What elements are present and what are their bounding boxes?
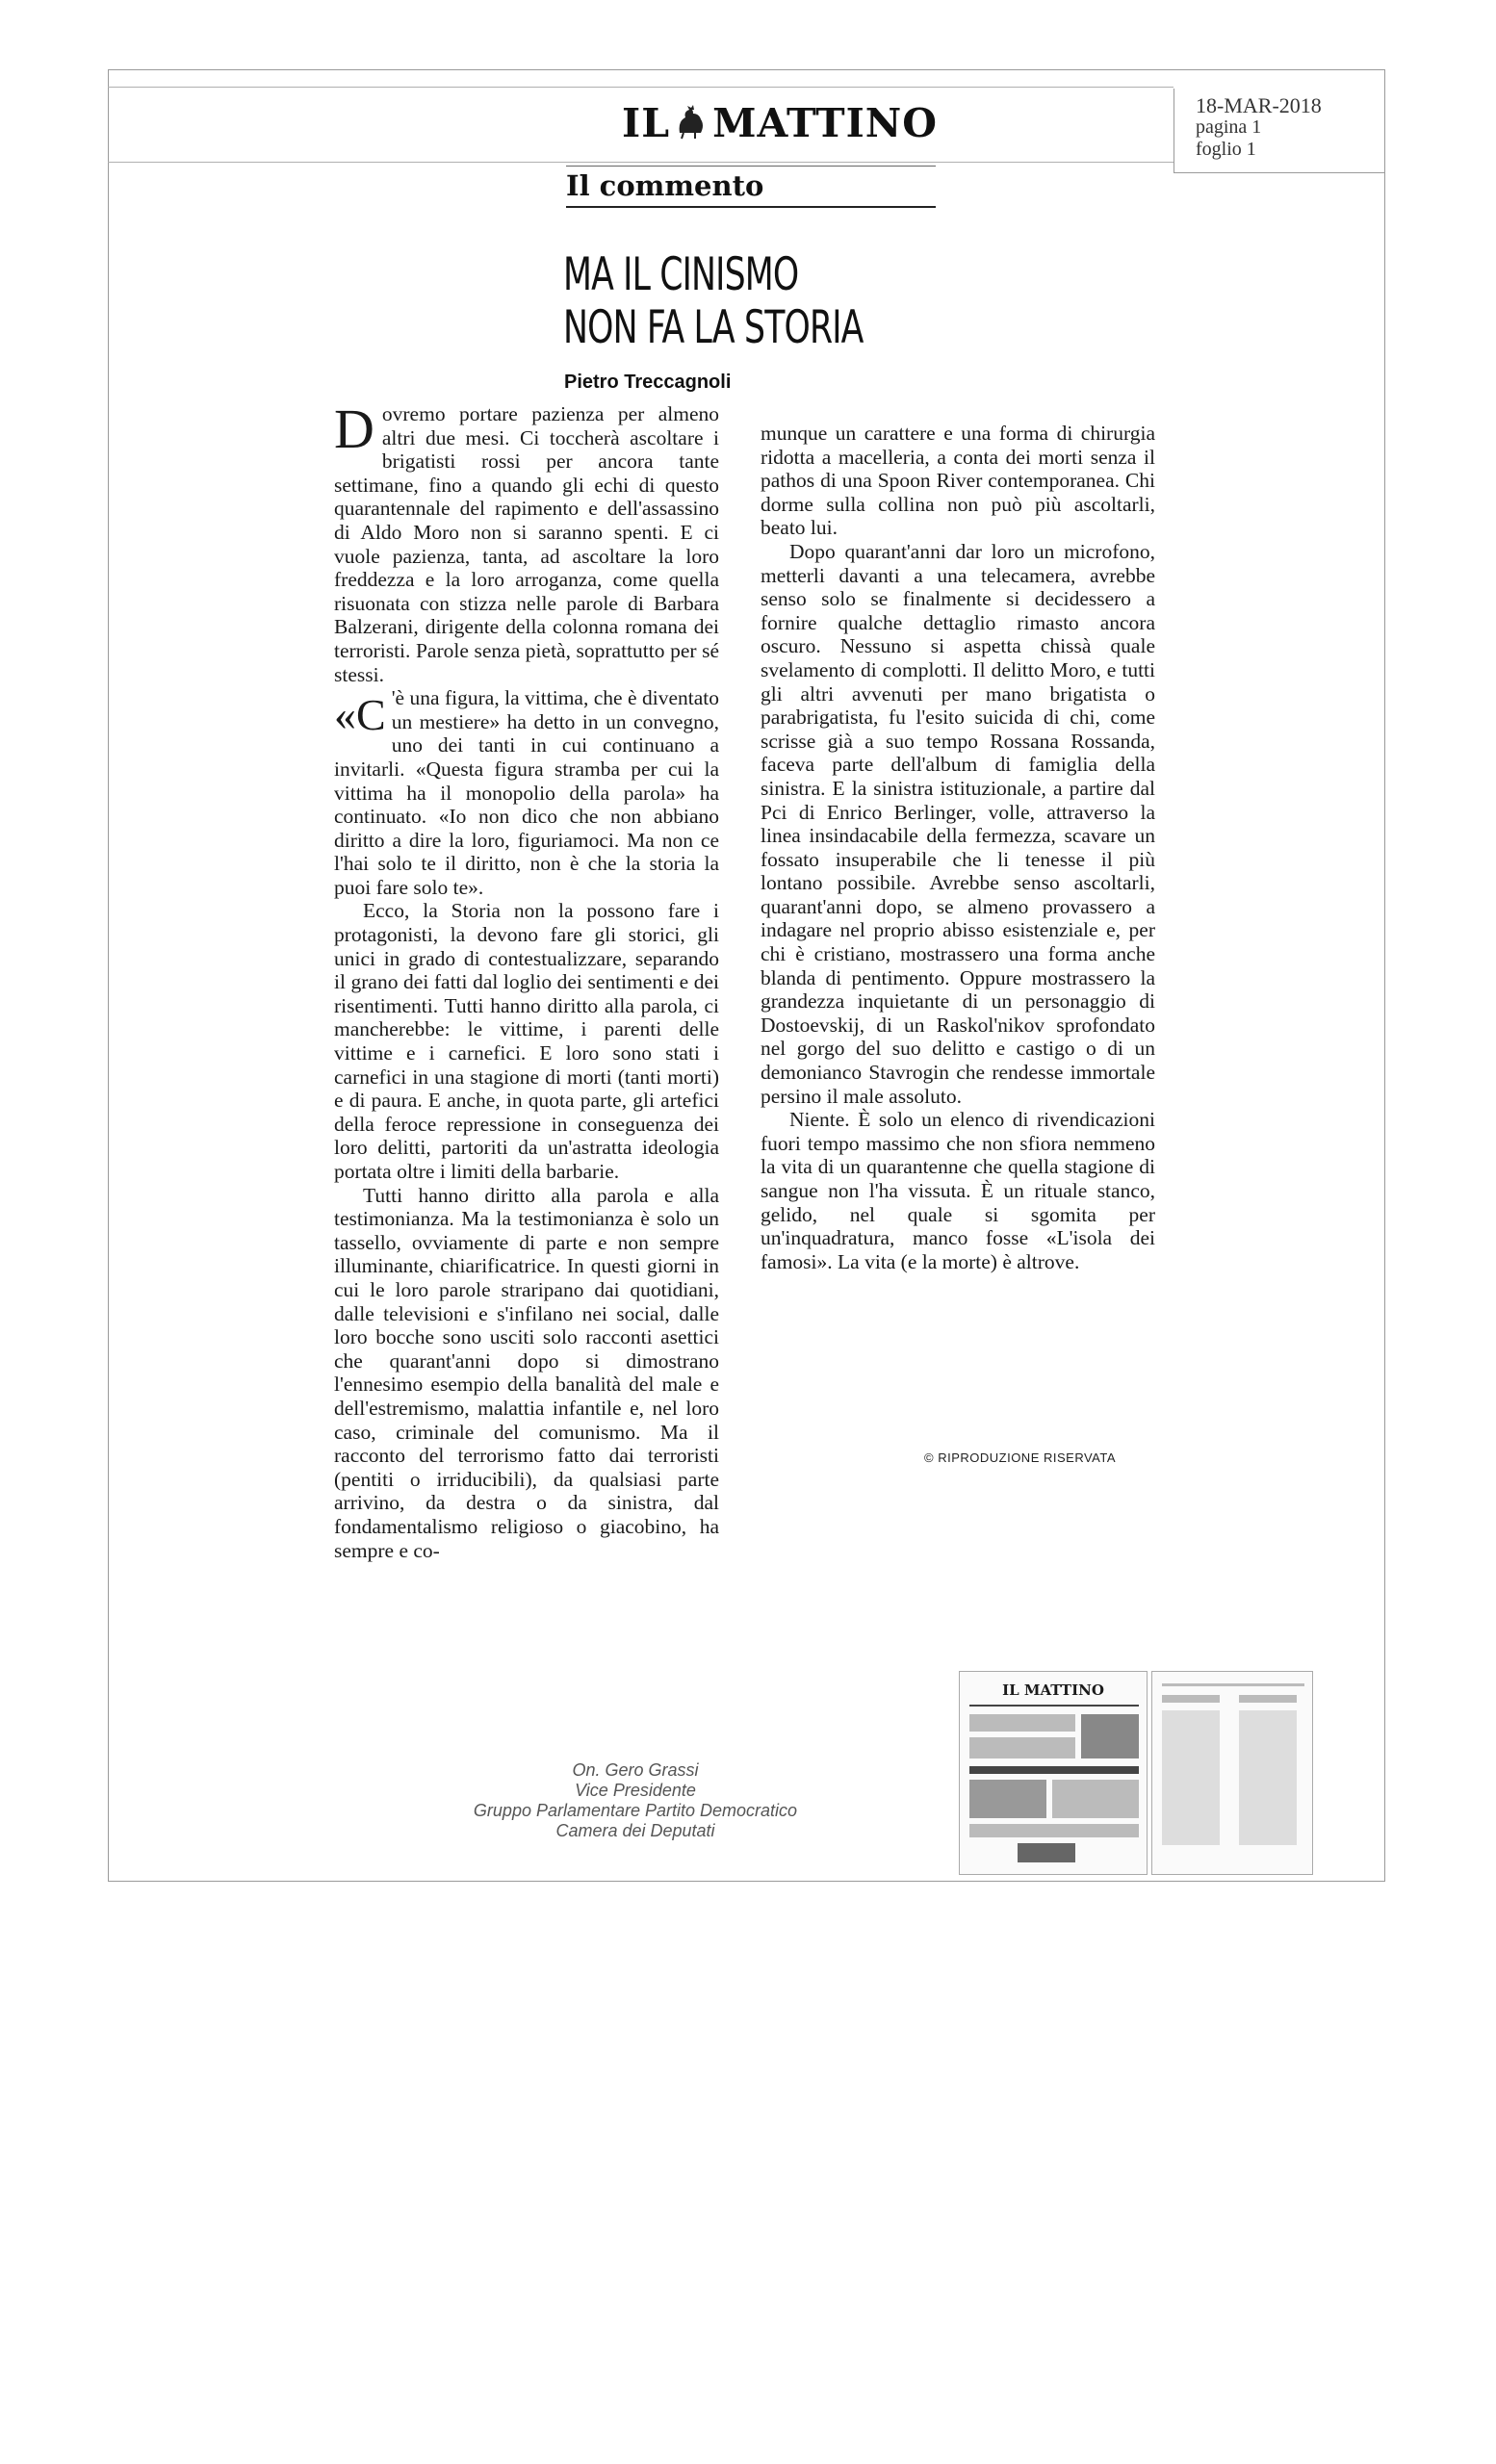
paragraph bbox=[334, 686, 719, 899]
thumbnail-block bbox=[969, 1824, 1139, 1837]
masthead-left: IL bbox=[622, 100, 671, 146]
stamp-line: On. Gero Grassi bbox=[572, 1760, 699, 1780]
clipping-sheet: foglio 1 bbox=[1196, 139, 1256, 160]
paragraph-text: ovremo portare pazienza per almeno altri due mesi. Ci toccherà ascoltare i brigatisti rossi per ancora tante settimane, fino a quando gli echi di questo quarantennale del rapimento e dell'assassino di Aldo Moro non si saranno spenti. E ci vuole pazienza, tanta, ad ascoltare la loro freddezza e la loro arroganza, come quella risuonata con stizza nelle parole di Barbara Balzerani, dirigente della colonna romana dei terroristi. Parole senza pietà, soprattutto per sé stessi. bbox=[334, 402, 719, 686]
thumbnail-photo bbox=[969, 1780, 1046, 1818]
thumbnail-block bbox=[1052, 1780, 1139, 1818]
thumbnail-column bbox=[1162, 1710, 1220, 1845]
newspaper-masthead bbox=[616, 94, 943, 152]
header-rule bbox=[108, 87, 1174, 88]
headline bbox=[563, 248, 973, 354]
paragraph: Dopo quarant'anni dar loro un microfono, metterli davanti a una telecamera, avrebbe senso solo se finalmente si decidessero a fornire qualche dettaglio rimasto ancora oscuro. Nessuno si aspetta chissà quale svelamento di complotti. Il delitto Moro, e tutti gli altri avvenuti per mano brigatista o parabrigatista, fu l'esito suicida di chi, come scrisse già a suo tempo Rossana Rossanda, faceva parte dell'album di famiglia della sinistra. E la sinistra istituzionale, a partire dal Pci di Enrico Berlinger, volle, attraverso la linea insindacabile della fermezza, scavare un fossato insuperabile che li tenesse il più lontano possibile. Avrebbe senso ascoltarli, quarant'anni dopo, se almeno provassero a indagare nel proprio abisso esistenziale e, per chi è cristiano, mostrassero una forma anche blanda di pentimento. Oppure mostrassero la grandezza inquietante di un personaggio di Dostoevskij, di un Raskol'nikov sprofondato nel gorgo del suo delitto e castigo o di un demonianco Stavrogin che rendesse immortale persino il male assoluto. bbox=[761, 539, 1155, 1108]
thumbnail-rule bbox=[1162, 1683, 1304, 1686]
clipping-meta bbox=[1174, 89, 1385, 173]
thumbnail-column bbox=[1239, 1710, 1297, 1845]
paragraph: Ecco, la Storia non la possono fare i protagonisti, la devono fare gli storici, gli unici in grado di contestualizzare, separando il grano dei fatti dal loglio dei sentimenti e dei risentimenti. Tutti hanno diritto alla parola, ci mancherebbe: le vittime, i parenti delle vittime e i carnefici. E loro sono stati i carnefici in una stagione di morti (tanti morti) e di paura. E anche, in quota parte, gli artefici della feroce repressione in conseguenza dei loro delitti, partoriti da un'astratta ideologia portata oltre i limiti della barbarie. bbox=[334, 899, 719, 1183]
section-label: Il commento bbox=[566, 169, 936, 208]
rooster-icon bbox=[672, 104, 710, 142]
stamp-line: Vice Presidente bbox=[575, 1781, 696, 1800]
headline-line: MA IL CINISMO bbox=[563, 248, 799, 301]
paragraph bbox=[334, 398, 719, 686]
headline-line: NON FA LA STORIA bbox=[563, 301, 864, 354]
copyright-note: © RIPRODUZIONE RISERVATA bbox=[924, 1450, 1117, 1465]
stamp-line: Camera dei Deputati bbox=[555, 1821, 715, 1840]
thumbnail-block bbox=[969, 1737, 1075, 1758]
thumbnail-ad bbox=[1018, 1843, 1075, 1862]
article-column-right bbox=[761, 422, 1155, 1273]
thumbnail-headline bbox=[969, 1714, 1075, 1732]
section-rule bbox=[566, 166, 936, 167]
deputy-stamp bbox=[414, 1760, 857, 1841]
clipping-page: pagina 1 bbox=[1196, 116, 1262, 138]
thumbnail-masthead: IL MATTINO bbox=[1002, 1681, 1104, 1699]
clipping-date: 18-MAR-2018 bbox=[1196, 93, 1322, 117]
article-column-left bbox=[334, 398, 719, 1562]
header-rule bbox=[108, 162, 1174, 163]
inner-page-thumbnail bbox=[1151, 1671, 1313, 1875]
paragraph: Tutti hanno diritto alla parola e alla testimonianza. Ma la testimonianza è solo un tassello, ovviamente di parte e non sempre illuminante, chiarificatrice. In questi giorni in cui le loro parole straripano dai quotidiani, dalle televisioni e s'infilano nei social, dalle loro bocche sono usciti solo racconti asettici che quarant'anni dopo si dimostrano l'ennesimo esempio della banalità del male e dell'estremismo, malattia infantile e, nel loro caso, criminale del comunismo. Ma il racconto del terrorismo fatto dai terroristi (pentiti o irriducibili), da qualsiasi parte arrivino, da destra o da sinistra, dal fondamentalismo religioso o giacobino, ha sempre e co- bbox=[334, 1183, 719, 1562]
paragraph: munque un carattere e una forma di chirurgia ridotta a macelleria, a conta dei morti senza il pathos di una Spoon River contemporanea. Chi dorme sulla collina non può più ascoltarli, beato lui. bbox=[761, 422, 1155, 540]
front-page-thumbnail bbox=[959, 1671, 1148, 1875]
byline: Pietro Treccagnoli bbox=[564, 372, 732, 393]
thumbnail-headline bbox=[1239, 1695, 1297, 1703]
stamp-line: Gruppo Parlamentare Partito Democratico bbox=[473, 1801, 798, 1820]
paragraph-text: 'è una figura, la vittima, che è diventato un mestiere» ha detto in un convegno, uno dei tanti in cui continuano a invitarli. «Questa figura stramba per cui la vittima ha il monopolio della parola» ha continuato. «Io non dico che non abbiano diritto a dire la loro, figuriamoci. Ma non ce l'hai solo te il diritto, non è che la storia la puoi fare solo te». bbox=[334, 686, 719, 899]
paragraph: Niente. È solo un elenco di rivendicazioni fuori tempo massimo che non sfiora nemmeno la vita di un quarantenne che quella stagione di sangue non l'ha vissuta. È un rituale stanco, gelido, nel quale si sgomita per un'inquadratura, manco fosse «L'isola dei famosi». La vita (e la morte) è altrove. bbox=[761, 1108, 1155, 1273]
masthead-right: MATTINO bbox=[712, 100, 938, 146]
drop-cap: D bbox=[334, 398, 374, 460]
thumbnail-headline bbox=[1162, 1695, 1220, 1703]
thumbnail-photo bbox=[1081, 1714, 1139, 1758]
thumbnail-headline bbox=[969, 1766, 1139, 1774]
thumbnail-rule bbox=[969, 1705, 1139, 1707]
drop-cap: «C bbox=[334, 690, 386, 740]
